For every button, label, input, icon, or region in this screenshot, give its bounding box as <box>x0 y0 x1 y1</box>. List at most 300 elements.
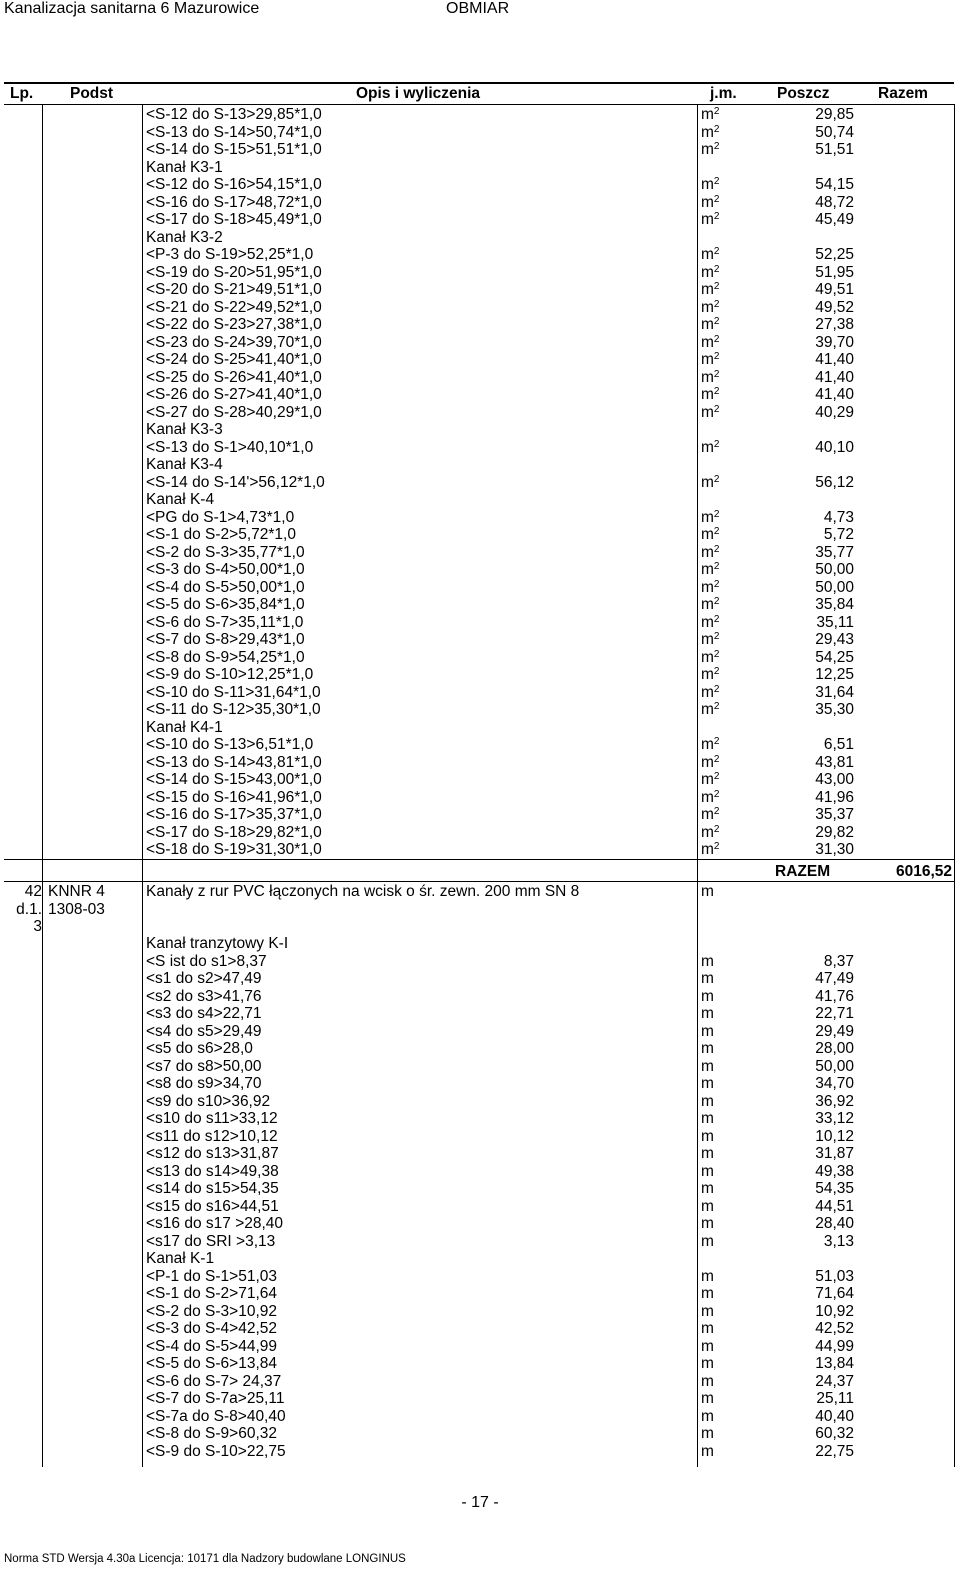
position-basis-line: 1308-03 <box>48 900 105 918</box>
row-value: 45,49 <box>815 211 854 228</box>
document-title: Kanalizacja sanitarna 6 Mazurowice <box>4 0 260 17</box>
table-row <box>4 684 954 702</box>
table-row <box>4 1215 954 1233</box>
row-value: 54,25 <box>815 648 854 666</box>
table-row <box>4 211 954 229</box>
row-unit: $m^2$ <box>701 333 720 351</box>
table-row <box>4 194 954 212</box>
table-row <box>4 159 954 177</box>
row-unit: m <box>701 1162 714 1180</box>
row-value: 49,51 <box>815 281 854 298</box>
position-number-line: d.1. <box>16 900 42 918</box>
table-row <box>4 334 954 352</box>
table-row <box>4 351 954 369</box>
row-unit: m <box>701 1390 714 1407</box>
row-value: 29,43 <box>815 631 854 648</box>
row-unit: $m^2$ <box>701 631 720 648</box>
row-value: 8,37 <box>823 952 854 970</box>
row-unit: m <box>701 1407 714 1425</box>
row-description: <S-10 do S-11>31,64*1,0 <box>146 683 321 701</box>
row-description: <S-13 do S-14>43,81*1,0 <box>146 753 322 771</box>
row-value: 51,51 <box>815 141 854 158</box>
row-value: 35,77 <box>815 543 854 561</box>
row-value: 31,87 <box>815 1145 854 1162</box>
row-description: <S-12 do S-16>54,15*1,0 <box>146 176 322 193</box>
row-value: 50,74 <box>815 123 854 141</box>
row-unit: $m^2$ <box>701 526 720 543</box>
row-unit: m <box>701 1355 714 1372</box>
row-value: 10,92 <box>815 1302 854 1320</box>
row-description: <s5 do s6>28,0 <box>146 1040 253 1057</box>
table-row <box>4 1390 954 1408</box>
table-row <box>4 456 954 474</box>
position-number <box>4 883 42 936</box>
row-description: Kanał K3-4 <box>146 456 223 473</box>
summary-row <box>4 863 954 881</box>
table-row <box>4 841 954 859</box>
table-row <box>4 736 954 754</box>
row-description: <s1 do s2>47,49 <box>146 970 262 987</box>
table-row <box>4 264 954 282</box>
row-description: <S-2 do S-3>35,77*1,0 <box>146 543 305 561</box>
table-row <box>4 474 954 492</box>
row-unit: $m^2$ <box>701 263 720 281</box>
table-row <box>4 316 954 334</box>
row-description: <S-9 do S-10>22,75 <box>146 1442 286 1460</box>
table-row <box>4 1285 954 1303</box>
row-description: <S-12 do S-13>29,85*1,0 <box>146 106 322 123</box>
row-description: <S-17 do S-18>45,49*1,0 <box>146 211 322 228</box>
table-row <box>4 631 954 649</box>
table-row <box>4 754 954 772</box>
row-unit: m <box>701 1057 714 1075</box>
row-value: 35,37 <box>815 806 854 823</box>
row-value: 48,72 <box>815 193 854 211</box>
row-unit: m <box>701 1215 714 1232</box>
row-value: 33,12 <box>815 1110 854 1127</box>
row-value: 54,35 <box>815 1180 854 1197</box>
row-value: 29,85 <box>815 106 854 123</box>
table-row <box>4 988 954 1006</box>
table-row <box>4 953 954 971</box>
row-value: 35,11 <box>816 613 854 631</box>
col-poszcz: Poszcz <box>777 85 830 102</box>
table-row <box>4 246 954 264</box>
row-description: <S-1 do S-2>5,72*1,0 <box>146 526 296 543</box>
row-description: <S-24 do S-25>41,40*1,0 <box>146 351 322 368</box>
table-row <box>4 386 954 404</box>
row-value: 31,64 <box>815 683 854 701</box>
position-number-line: 3 <box>33 918 42 935</box>
row-unit: $m^2$ <box>701 788 720 806</box>
row-unit: $m^2$ <box>701 561 720 578</box>
table-row <box>4 1233 954 1251</box>
row-description: <s7 do s8>50,00 <box>146 1057 262 1075</box>
row-unit: $m^2$ <box>701 753 720 771</box>
table-row <box>4 824 954 842</box>
row-unit: m <box>701 987 714 1005</box>
table-row <box>4 1250 954 1268</box>
row-unit: $m^2$ <box>701 508 720 526</box>
table-row <box>4 719 954 737</box>
row-description: <S-8 do S-9>60,32 <box>146 1425 277 1442</box>
row-unit: m <box>701 1145 714 1162</box>
table-row <box>4 1355 954 1373</box>
row-value: 41,40 <box>815 368 854 386</box>
row-description: Kanał K4-1 <box>146 718 223 736</box>
row-description: <s12 do s13>31,87 <box>146 1145 279 1162</box>
row-unit: $m^2$ <box>701 806 720 823</box>
table-row <box>4 281 954 299</box>
row-unit: m <box>701 1320 714 1337</box>
row-unit: m <box>701 970 714 987</box>
row-description: <S-11 do S-12>35,30*1,0 <box>146 701 321 718</box>
row-description: Kanał K3-3 <box>146 421 223 438</box>
row-description: <S-4 do S-5>50,00*1,0 <box>146 578 305 596</box>
row-description: <S-14 do S-14'>56,12*1,0 <box>146 473 325 491</box>
row-description: <S-5 do S-6>35,84*1,0 <box>146 596 305 613</box>
row-unit: m <box>701 1180 714 1197</box>
table-row <box>4 596 954 614</box>
table-row <box>4 509 954 527</box>
table-row <box>4 491 954 509</box>
table-row <box>4 1338 954 1356</box>
table-row <box>4 970 954 988</box>
row-description: <S-13 do S-14>50,74*1,0 <box>146 123 322 141</box>
row-description: <S-14 do S-15>51,51*1,0 <box>146 141 322 158</box>
row-value: 29,49 <box>815 1022 854 1040</box>
row-value: 50,00 <box>815 1057 854 1075</box>
column-divider <box>954 104 955 1467</box>
row-value: 40,40 <box>815 1407 854 1425</box>
col-podst: Podst <box>70 85 114 102</box>
measurement-table <box>4 82 954 1467</box>
row-value: 31,30 <box>815 841 854 858</box>
row-description: <S-3 do S-4>42,52 <box>146 1320 277 1337</box>
row-unit: m <box>701 1285 714 1302</box>
row-description: <P-1 do S-1>51,03 <box>146 1267 277 1285</box>
table-row <box>4 299 954 317</box>
row-value: 35,30 <box>815 701 854 718</box>
position-basis <box>48 883 105 918</box>
row-value: 29,82 <box>815 823 854 841</box>
row-value: 3,13 <box>823 1232 854 1250</box>
row-unit: m <box>701 1092 714 1110</box>
row-description: Kanał tranzytowy K-I <box>146 935 289 952</box>
table-row <box>4 806 954 824</box>
table-row <box>4 561 954 579</box>
row-description: <S-9 do S-10>12,25*1,0 <box>146 666 314 683</box>
row-unit: $m^2$ <box>701 613 720 631</box>
row-description: <s11 do s12>10,12 <box>146 1127 278 1145</box>
row-value: 41,96 <box>815 788 854 806</box>
page-header <box>0 0 960 24</box>
row-description: <s8 do s9>34,70 <box>146 1075 262 1092</box>
position-number-line: 42 <box>24 883 42 900</box>
row-unit: m <box>701 1075 714 1092</box>
row-unit: $m^2$ <box>701 281 720 298</box>
row-value: 41,76 <box>815 987 854 1005</box>
table-row <box>4 526 954 544</box>
row-description: <s17 do SRI >3,13 <box>146 1232 276 1250</box>
row-value: 41,40 <box>815 386 854 403</box>
table-row <box>4 1145 954 1163</box>
summary-label: RAZEM <box>775 863 831 880</box>
table-row <box>4 1128 954 1146</box>
row-value: 40,10 <box>815 438 854 456</box>
row-unit: $m^2$ <box>701 193 720 211</box>
row-value: 22,71 <box>815 1005 854 1022</box>
row-description: <s15 do s16>44,51 <box>146 1197 279 1215</box>
table-row <box>4 1005 954 1023</box>
row-unit: $m^2$ <box>701 666 720 683</box>
row-description: <S-2 do S-3>10,92 <box>146 1302 277 1320</box>
row-unit: $m^2$ <box>701 141 720 158</box>
row-description: <S-25 do S-26>41,40*1,0 <box>146 368 322 386</box>
row-unit: m <box>701 1040 714 1057</box>
col-opis: Opis i wyliczenia <box>356 85 481 102</box>
row-value: 43,81 <box>815 753 854 771</box>
row-unit: m <box>701 1005 714 1022</box>
row-description: <s13 do s14>49,38 <box>146 1162 279 1180</box>
page-number: - 17 - <box>461 1494 499 1511</box>
row-description: <S-7a do S-8>40,40 <box>146 1407 286 1425</box>
col-lp: Lp. <box>10 85 34 102</box>
table-row <box>4 1198 954 1216</box>
row-description: <S-21 do S-22>49,52*1,0 <box>146 298 322 316</box>
row-description: <S ist do s1>8,37 <box>146 952 267 970</box>
table-row <box>4 701 954 719</box>
row-description: <S-23 do S-24>39,70*1,0 <box>146 333 322 351</box>
row-value: 35,84 <box>815 596 854 613</box>
table-row <box>4 141 954 159</box>
row-value: 5,72 <box>823 526 854 543</box>
table-row <box>4 1320 954 1338</box>
row-description: <P-3 do S-19>52,25*1,0 <box>146 246 314 263</box>
row-unit: $m^2$ <box>701 351 720 368</box>
row-description: <S-7 do S-8>29,43*1,0 <box>146 631 305 648</box>
position-unit: m <box>701 883 714 900</box>
row-value: 44,51 <box>815 1197 854 1215</box>
row-value: 52,25 <box>815 246 854 263</box>
row-value: 4,73 <box>823 508 854 526</box>
table-row <box>4 1023 954 1041</box>
table-row <box>4 1075 954 1093</box>
row-unit: m <box>701 952 714 970</box>
row-unit: $m^2$ <box>701 596 720 613</box>
row-unit: $m^2$ <box>701 403 720 421</box>
row-value: 27,38 <box>815 316 854 333</box>
row-unit: m <box>701 1267 714 1285</box>
row-description: <s16 do s17 >28,40 <box>146 1215 284 1232</box>
table-row <box>4 1408 954 1426</box>
footer-license: Norma STD Wersja 4.30a Licencja: 10171 dla Nadzory budowlane LONGINUS <box>4 1553 406 1565</box>
table-row <box>4 1110 954 1128</box>
table-row <box>4 935 954 953</box>
table-row <box>4 1373 954 1391</box>
row-unit: $m^2$ <box>701 246 720 263</box>
row-value: 49,52 <box>815 298 854 316</box>
table-row <box>4 1303 954 1321</box>
col-jm: j.m. <box>710 85 737 102</box>
row-description: <s10 do s11>33,12 <box>146 1110 278 1127</box>
row-description: <s3 do s4>22,71 <box>146 1005 262 1022</box>
row-value: 12,25 <box>815 666 854 683</box>
row-unit: $m^2$ <box>701 368 720 386</box>
row-description: <S-16 do S-17>48,72*1,0 <box>146 193 322 211</box>
row-description: <S-17 do S-18>29,82*1,0 <box>146 823 322 841</box>
row-description: <S-5 do S-6>13,84 <box>146 1355 277 1372</box>
row-unit: $m^2$ <box>701 106 720 123</box>
table-row <box>4 421 954 439</box>
row-unit: $m^2$ <box>701 701 720 718</box>
row-value: 71,64 <box>815 1285 854 1302</box>
table-row <box>4 649 954 667</box>
summary-divider <box>4 859 954 860</box>
row-value: 10,12 <box>815 1127 854 1145</box>
row-value: 47,49 <box>815 970 854 987</box>
table-row <box>4 1163 954 1181</box>
row-description: <S-7 do S-7a>25,11 <box>146 1390 285 1407</box>
row-description: Kanał K-4 <box>146 491 215 508</box>
row-description: <S-1 do S-2>71,64 <box>146 1285 277 1302</box>
row-value: 40,29 <box>815 403 854 421</box>
table-row <box>4 404 954 422</box>
row-unit: m <box>701 1127 714 1145</box>
row-description: <s2 do s3>41,76 <box>146 987 262 1005</box>
table-row <box>4 579 954 597</box>
row-unit: $m^2$ <box>701 386 720 403</box>
row-unit: m <box>701 1425 714 1442</box>
row-value: 22,75 <box>815 1442 854 1460</box>
table-row <box>4 439 954 457</box>
row-value: 49,38 <box>815 1162 854 1180</box>
row-unit: $m^2$ <box>701 736 720 753</box>
row-unit: $m^2$ <box>701 298 720 316</box>
row-unit: $m^2$ <box>701 176 720 193</box>
table-row <box>4 614 954 632</box>
row-description: Kanał K3-1 <box>146 158 223 176</box>
row-unit: m <box>701 1022 714 1040</box>
row-description: <S-6 do S-7>35,11*1,0 <box>146 613 304 631</box>
row-description: <s4 do s5>29,49 <box>146 1022 262 1040</box>
row-unit: $m^2$ <box>701 123 720 141</box>
table-row <box>4 1180 954 1198</box>
row-description: <s14 do s15>54,35 <box>146 1180 279 1197</box>
position-basis-line: KNNR 4 <box>48 883 105 900</box>
table-row <box>4 369 954 387</box>
row-value: 25,11 <box>816 1390 854 1407</box>
table-row <box>4 1093 954 1111</box>
row-value: 28,40 <box>815 1215 854 1232</box>
row-value: 50,00 <box>815 578 854 596</box>
row-unit: m <box>701 1110 714 1127</box>
row-value: 6,51 <box>823 736 854 753</box>
row-unit: $m^2$ <box>701 578 720 596</box>
row-description: <S-27 do S-28>40,29*1,0 <box>146 403 322 421</box>
row-unit: $m^2$ <box>701 211 720 228</box>
row-description: <S-10 do S-13>6,51*1,0 <box>146 736 314 753</box>
table-row <box>4 544 954 562</box>
table-row <box>4 789 954 807</box>
summary-divider <box>4 881 954 882</box>
row-description: <S-8 do S-9>54,25*1,0 <box>146 648 305 666</box>
row-description: <S-6 do S-7> 24,37 <box>146 1372 282 1390</box>
row-unit: $m^2$ <box>701 841 720 858</box>
table-row <box>4 1425 954 1443</box>
row-value: 41,40 <box>815 351 854 368</box>
row-description: <S-19 do S-20>51,95*1,0 <box>146 263 322 281</box>
table-row <box>4 176 954 194</box>
section-title: OBMIAR <box>446 0 510 17</box>
table-row <box>4 666 954 684</box>
row-description: <S-22 do S-23>27,38*1,0 <box>146 316 322 333</box>
row-unit: $m^2$ <box>701 648 720 666</box>
row-unit: m <box>701 1302 714 1320</box>
table-row <box>4 1268 954 1286</box>
row-description: <PG do S-1>4,73*1,0 <box>146 508 295 526</box>
row-unit: $m^2$ <box>701 683 720 701</box>
col-razem: Razem <box>878 85 928 102</box>
row-value: 51,03 <box>815 1267 854 1285</box>
row-description: <S-4 do S-5>44,99 <box>146 1337 277 1355</box>
row-unit: m <box>701 1372 714 1390</box>
row-unit: $m^2$ <box>701 823 720 841</box>
row-value: 24,37 <box>815 1372 854 1390</box>
row-description: <S-26 do S-27>41,40*1,0 <box>146 386 322 403</box>
row-unit: $m^2$ <box>701 473 720 491</box>
row-unit: m <box>701 1232 714 1250</box>
table-row <box>4 771 954 789</box>
row-value: 36,92 <box>815 1092 854 1110</box>
row-description: Kanał K3-2 <box>146 228 223 246</box>
table-row <box>4 1443 954 1461</box>
row-value: 43,00 <box>815 771 854 788</box>
summary-total: 6016,52 <box>895 863 952 880</box>
row-value: 42,52 <box>815 1320 854 1337</box>
position-description: Kanały z rur PVC łączonych na wcisk o śr. zewn. 200 mm SN 8 <box>146 883 580 900</box>
row-unit: $m^2$ <box>701 316 720 333</box>
row-description: <S-20 do S-21>49,51*1,0 <box>146 281 322 298</box>
row-description: <S-18 do S-19>31,30*1,0 <box>146 841 322 858</box>
row-value: 60,32 <box>815 1425 854 1442</box>
row-value: 56,12 <box>815 473 854 491</box>
row-value: 39,70 <box>815 333 854 351</box>
row-value: 44,99 <box>815 1337 854 1355</box>
row-unit: m <box>701 1197 714 1215</box>
row-value: 34,70 <box>815 1075 854 1092</box>
row-value: 54,15 <box>815 176 854 193</box>
row-unit: m <box>701 1442 714 1460</box>
table-row <box>4 124 954 142</box>
row-unit: $m^2$ <box>701 543 720 561</box>
row-description: <S-16 do S-17>35,37*1,0 <box>146 806 322 823</box>
table-row <box>4 1040 954 1058</box>
table-row <box>4 1058 954 1076</box>
row-value: 28,00 <box>815 1040 854 1057</box>
row-value: 50,00 <box>815 561 854 578</box>
row-unit: $m^2$ <box>701 771 720 788</box>
row-unit: $m^2$ <box>701 438 720 456</box>
row-description: <S-13 do S-1>40,10*1,0 <box>146 438 314 456</box>
row-unit: m <box>701 1337 714 1355</box>
row-description: <s9 do s10>36,92 <box>146 1092 271 1110</box>
table-header <box>4 84 954 105</box>
table-row <box>4 229 954 247</box>
row-description: <S-15 do S-16>41,96*1,0 <box>146 788 322 806</box>
row-value: 13,84 <box>815 1355 854 1372</box>
row-description: <S-3 do S-4>50,00*1,0 <box>146 561 305 578</box>
